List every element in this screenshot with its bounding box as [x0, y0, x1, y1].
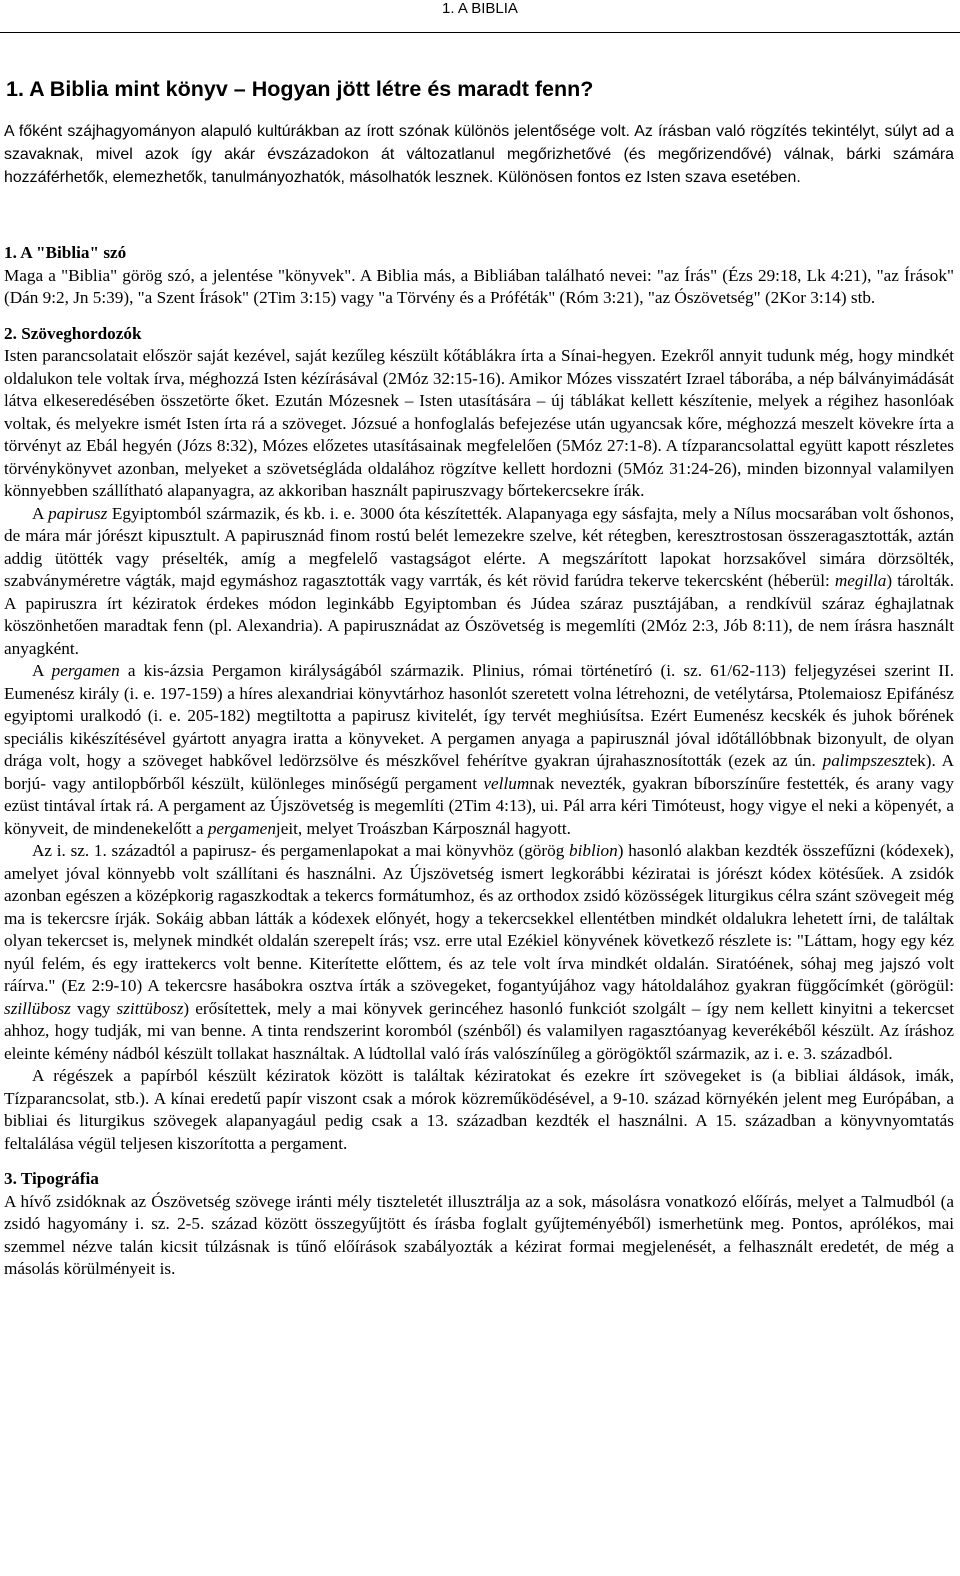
text-run: A: [32, 503, 49, 523]
term-palimpszeszt: palimpszeszt: [822, 751, 910, 770]
section-heading-tipografia: 3. Tipográfia: [4, 1169, 99, 1188]
text-run: jeit, melyet Troászban Kárposznál hagyott.: [275, 818, 571, 838]
section-gap: [4, 310, 954, 323]
term-szillubosz: szillübosz: [4, 998, 71, 1018]
paragraph-kotablak: Isten parancsolatait először saját kezével, saját kezűleg készült kőtáblákra írta a Sínai-hegyen. Ezekről annyit tudunk még, hogy mindkét oldalukon tele voltak írva, méghozzá Isten kézírásával (2Móz 32:15-16). Amikor Mózes visszatért Izrael táborába, a nép bálványimádását látva elkeseredésében összetörte őket. Ezután Mózesnek – Isten utasítására – új táblákat kellett készítenie, melyek a régihez hasonlóak voltak, és melyekre ismét Isten írta rá a szöveget. Józsué a honfoglalás befejezése után ugyancsak kőre, méghozzá meszelt kövekre írta a törvényt az Ebál hegyén (Józs 8:32), Mózes előzetes utasításainak megfelelően (5Móz 27:1-8). A tízparancsolattal együtt kapott részletes törvénykönyvet azonban, melyeket a szövetségláda oldalához rögzítve kellett hordozni (5Móz 31:24-26), minden bizonnyal valamilyen könnyebben szállítható alapanyagra, az akkoriban használt papiruszvagy bőrtekercsekre írák.: [4, 346, 954, 500]
term-papirusz: papirusz: [48, 503, 108, 523]
paragraph-pergamen: [4, 660, 954, 840]
text-run: ) hasonló alakban kezdték összefűzni (kódexek), amelyet jóval könnyebb volt szállítani és használni. Az Újszövetség ismert legkorábbi kéziratai is jórészt kódex kötésűek. A zsidók azonban egészen a középkorig ragaszkodtak a tekercs formátumhoz, és az orthodox zsidó közösségek liturgikus célra szánt szövegeit még ma is tekercsre írják. Sokáig abban látták a kódexek előnyét, hogy a tekercsekkel ellentétben mindkét oldalukra lehetett írni, de találtak olyan tekercset is, melynek mindkét oldalán szerepelt írás; vsz. erre utal Ezékiel könyvének következő részlete is: "Láttam, hogy egy kéz nyúl felém, és egy irattekercs volt benne. Kiterítette előttem, és az tele volt írva mindkét oldalán. Siratóének, sóhaj meg jajszó volt ráírva." (Ez 2:9-10) A tekercsre hasábokra osztva írták a szövegeket, fogantyújához vagy hátoldalához gyakran függőcímkét (görögül:: [4, 841, 954, 995]
text-run: nak nevezték, gyakran bíborszínűre festették, és arany vagy ezüst tintával írtak rá. A pergament az Újszövetség is megemlíti (2Tim 4:13), ui. Pál arra kéri Timóteust, hogy vigye el neki a köpenyét, a könyveit, de mindenekelőtt a: [4, 773, 954, 838]
text-run: Az i. sz. 1. századtól a papirusz- és pergamenlapokat a mai könyvhöz (görög: [32, 841, 570, 860]
term-vellum: vellum: [483, 773, 530, 793]
main-body: [4, 242, 954, 1281]
term-megilla: megilla: [834, 571, 887, 590]
text-run: ) tárolták. A papiruszra írt kéziratok érdekes módon leginkább Egyiptomban és Júdea száraz pusztájában, a rendkívül száraz éghajlatnak köszönhetően maradtak fenn (pl. Alexandria). A papirusznádat az Ószövetség is megemlíti (2Móz 2:3, Jób 8:11), de nem írásra használt anyagként.: [4, 571, 955, 658]
running-head: 1. A BIBLIA: [442, 0, 518, 17]
text-run: Egyiptomból származik, és kb. i. e. 3000 óta készítették. Alapanyaga egy sásfajta, mely a Nílus mocsarában volt őshonos, de mára már jórészt kipusztult. A papirusznád finom rostú belét lemezekre szelve, két rétegben, keresztrostosan összeragasztották, aztán addig ütötték vagy préselték, amíg a megfelelő vastagságot elérte. A megszárított lapokat horzsakővel simára dörzsölték, szabványméretre vágták, majd egymáshoz ragasztották vagy varrták, és két rövid farúdra tekerve tekercsként (héberül:: [4, 503, 955, 590]
section-gap: [4, 1155, 954, 1168]
header-rule: [0, 32, 960, 33]
term-pergamen: pergamen: [51, 661, 120, 680]
section-heading-biblia-szo: 1. A "Biblia" szó: [4, 243, 127, 262]
term-szittubosz: szittübosz: [116, 998, 184, 1018]
section-text-biblia-szo: Maga a "Biblia" görög szó, a jelentése "könyvek". A Biblia más, a Bibliában található nevei: "az Írás" (Ézs 29:18, Lk 4:21), "az Írások" (Dán 9:2, Jn 5:39), "a Szent Írások" (2Tim 3:15) vagy "a Törvény és a Próféták" (Róm 3:21), "az Ószövetség" (2Kor 3:14) stb.: [4, 265, 954, 307]
section-heading-szoveghordozok: 2. Szöveghordozók: [4, 323, 142, 343]
text-run: ek). A borjú- vagy antilopbőrből készült, különleges minőségű pergament: [4, 751, 954, 793]
term-pergamen-2: pergamen: [207, 818, 276, 838]
text-run: a kis-ázsia Pergamon királyságából származik. Plinius, római történetíró (i. sz. 61/62-113) feljegyzései szerint II. Eumenész király (i. e. 197-159) a híres alexandriai könyvtárhoz hasonlót szeretett volna létrehozni, de vetélytársa, Ptolemaiosz Epifánész egyiptomi uralkodó (i. e. 205-182) megtiltotta a papirusz kivitelét, így tervét meghiúsítsa. Ezért Eumenész kecskék és juhok bőrének speciális kikészítésével gyártott anyagra iratta a könyveket. A pergamen anyaga a papirusznál jóval időtállóbbnak bizonyult, de olyan drága volt, hogy a szöveget habkővel ledörzsölve és mészkővel fehérítve gyakran újrahasznosították (ezek az ún.: [4, 661, 954, 770]
intro-paragraph: A főként szájhagyományon alapuló kultúrákban az írott szónak különös jelentősége volt. Az írásban való rögzítés tekintélyt, súlyt ad a szavaknak, mivel azok így akár évszázadokon át változatlanul megőrizhetővé (és megőrizendővé) válnak, bárki számára hozzáférhetők, elemezhetők, tanulmányozhatók, másolhatók lesznek. Különösen fontos ez Isten szava esetében.: [4, 123, 954, 186]
page-title: 1. A Biblia mint könyv – Hogyan jött létre és maradt fenn?: [6, 77, 594, 101]
term-biblion: biblion: [569, 841, 618, 860]
paragraph-papirusz: [4, 503, 954, 661]
paragraph-papir: A régészek a papírból készült kéziratok között is találtak kéziratokat és ezekre írt szövegeket is (a bibliai áldások, imák, Tízparancsolat, stb.). A kínai eredetű papír viszont csak a mórok közreműködésével, a 9-10. század környékén jelent meg Európában, a bibliai és liturgikus szövegek alapanyagául pedig csak a 13. században kezdték el használni. A 15. században a könyvnyomtatás feltalálása végül teljesen kiszorította a pergament.: [4, 1066, 954, 1153]
text-run: vagy: [70, 998, 117, 1018]
paragraph-kodex: [4, 840, 954, 1065]
text-run: ) erősítettek, mely a mai könyvek gerincéhez hasonló funkciót szolgált – így nem kellett kinyitni a tekercset ahhoz, hogy tudják, mi van benne. A tinta rendszerint koromból (szénből) és valamilyen ragasztóanyag keverékéből készült. Az íráshoz eleinte kémény nádból készült tollakat használtak. A lúdtollal való írás valószínűleg a görögöktől származik, az i. e. 3. századból.: [4, 998, 954, 1063]
text-run: A: [32, 661, 52, 680]
section-text-tipografia: A hívő zsidóknak az Ószövetség szövege iránti mély tiszteletét illusztrálja az a sok, másolásra vonatkozó előírás, melyet a Talmudból (a zsidó hagyomány i. sz. 2-5. század között összegyűjtött és írásba foglalt gyűjteményéből) ismerhetünk meg. Pontos, aprólékos, mai szemmel nézve talán kicsit túlzásnak is tűnő előírások szabályozták a kézirat formai megjelenését, a felhasznált eredetét, de még a másolás körülményeit is.: [4, 1191, 954, 1278]
